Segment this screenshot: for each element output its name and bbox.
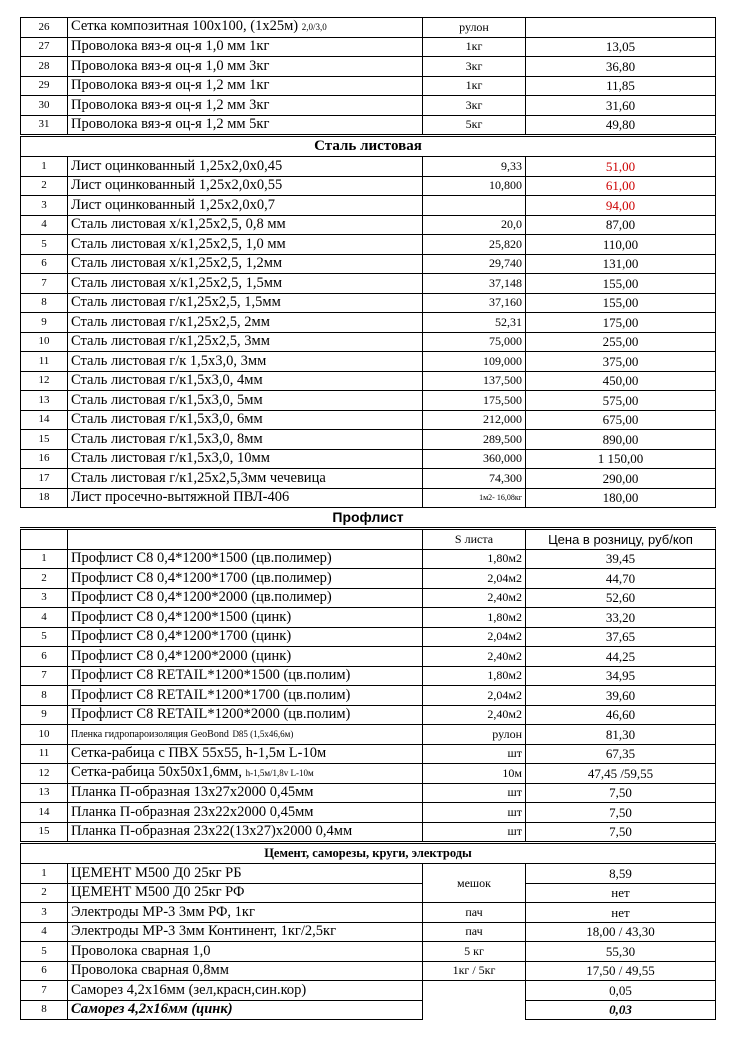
item-price: 87,00	[526, 215, 716, 235]
item-name-text: Сталь листовая г/к1,5х3,0, 4мм	[71, 372, 263, 389]
item-unit: 2,40м2	[423, 705, 526, 725]
table-row	[21, 647, 716, 667]
row-number: 12	[21, 764, 68, 784]
item-name-text: Планка П-образная 23х22х2000 0,45мм	[71, 803, 314, 820]
item-unit: 1,80м2	[423, 666, 526, 686]
item-unit: 137,500	[423, 371, 526, 391]
table-row	[21, 666, 716, 686]
table-row	[21, 215, 716, 235]
item-price: 7,50	[526, 803, 716, 823]
table-row	[21, 864, 716, 884]
item-name-text: Профлист С8 0,4*1200*1500 (цв.полимер)	[71, 550, 332, 567]
item-name-text: Сетка-рабица 50х50х1,6мм,	[71, 764, 242, 781]
table-row	[21, 686, 716, 706]
item-name-text: Профлист С8 0,4*1200*1700 (цинк)	[71, 628, 292, 645]
item-price: 55,30	[526, 942, 716, 962]
table-row	[21, 803, 716, 823]
item-name-text: Профлист С8 0,4*1200*2000 (цв.полимер)	[71, 589, 332, 606]
item-name	[68, 410, 423, 430]
item-unit: 5кг	[423, 115, 526, 136]
item-price: 290,00	[526, 469, 716, 489]
item-name	[68, 942, 423, 962]
item-name	[68, 883, 423, 903]
item-name	[68, 686, 423, 706]
item-name-text: Сталь листовая г/к1,25х2,5, 1,5мм	[71, 294, 281, 311]
item-price: 51,00	[526, 157, 716, 177]
item-price: 81,30	[526, 725, 716, 745]
section-header	[21, 508, 716, 529]
item-name	[68, 235, 423, 255]
row-number: 6	[21, 647, 68, 667]
item-name	[68, 922, 423, 942]
item-name-text: Профлист С8 0,4*1200*1700 (цв.полимер)	[71, 569, 332, 586]
item-name	[68, 352, 423, 372]
item-name-note: 2,0/3,0	[301, 22, 327, 33]
item-unit: 1,80м2	[423, 549, 526, 569]
table-row	[21, 903, 716, 923]
item-unit: 175,500	[423, 391, 526, 411]
item-name	[68, 157, 423, 177]
item-unit: шт	[423, 744, 526, 764]
item-name	[68, 903, 423, 923]
item-name	[68, 549, 423, 569]
item-name-text: Сталь листовая х/к1,25х2,5, 1,0 мм	[71, 235, 286, 252]
item-name	[68, 488, 423, 508]
item-name-text: Проволока сварная 0,8мм	[71, 962, 229, 979]
table-row	[21, 922, 716, 942]
table-row	[21, 115, 716, 136]
section-header	[21, 843, 716, 864]
table-row	[21, 18, 716, 38]
item-name-text: Сталь листовая г/к 1,5х3,0, 3мм	[71, 352, 267, 369]
item-name-text: Сетка-рабица с ПВХ 55х55, h-1,5м L-10м	[71, 745, 327, 762]
item-price: 44,25	[526, 647, 716, 667]
item-unit: 1м2- 16,08кг	[423, 488, 526, 508]
row-number: 17	[21, 469, 68, 489]
row-number: 4	[21, 922, 68, 942]
item-name-text: Сталь листовая г/к1,25х2,5, 3мм	[71, 333, 270, 350]
row-number: 7	[21, 981, 68, 1001]
price-list-sheet	[20, 17, 715, 1020]
item-price: нет	[526, 883, 716, 903]
row-number: 7	[21, 274, 68, 294]
item-price: 39,45	[526, 549, 716, 569]
item-unit: 360,000	[423, 449, 526, 469]
row-number: 5	[21, 942, 68, 962]
row-number: 2	[21, 883, 68, 903]
row-number: 1	[21, 864, 68, 884]
row-number: 6	[21, 961, 68, 981]
item-unit: 2,40м2	[423, 647, 526, 667]
item-name-text: Сталь листовая г/к1,5х3,0, 5мм	[71, 391, 263, 408]
item-price: 13,05	[526, 37, 716, 57]
item-name-text: Лист просечно-вытяжной ПВЛ-406	[71, 489, 290, 506]
item-name	[68, 725, 423, 745]
item-name-text: Саморез 4,2х16мм (зел,красн,син.кор)	[71, 981, 307, 998]
row-number: 16	[21, 449, 68, 469]
item-price: 450,00	[526, 371, 716, 391]
table-row	[21, 942, 716, 962]
table-row	[21, 37, 716, 57]
item-name-text: Сталь листовая х/к1,25х2,5, 1,2мм	[71, 255, 283, 272]
item-unit: 2,04м2	[423, 627, 526, 647]
table-row	[21, 430, 716, 450]
section-title: Цемент, саморезы, круги, электроды	[21, 843, 716, 864]
item-name	[68, 1000, 423, 1020]
table-row	[21, 293, 716, 313]
item-name-text: Проволока вяз-я оц-я 1,2 мм 1кг	[71, 77, 270, 94]
row-number: 26	[21, 18, 68, 38]
table-row	[21, 76, 716, 96]
section-title: Сталь листовая	[21, 136, 716, 157]
item-unit: 1кг	[423, 76, 526, 96]
item-price: 375,00	[526, 352, 716, 372]
item-unit: 212,000	[423, 410, 526, 430]
item-unit: 2,04м2	[423, 569, 526, 589]
item-name	[68, 961, 423, 981]
item-name	[68, 705, 423, 725]
table-row	[21, 449, 716, 469]
col-unit-header: S листа	[423, 529, 526, 550]
item-price: 675,00	[526, 410, 716, 430]
item-name	[68, 313, 423, 333]
table-row	[21, 371, 716, 391]
row-number: 1	[21, 157, 68, 177]
row-number: 10	[21, 725, 68, 745]
item-price: 18,00 / 43,30	[526, 922, 716, 942]
item-price: 31,60	[526, 96, 716, 116]
item-name	[68, 37, 423, 57]
table-row	[21, 176, 716, 196]
item-name-text: Сталь листовая г/к1,5х3,0, 10мм	[71, 450, 270, 467]
item-name	[68, 627, 423, 647]
row-number: 11	[21, 352, 68, 372]
item-name-text: Лист оцинкованный 1,25х2,0х0,55	[71, 177, 283, 194]
table-row	[21, 274, 716, 294]
item-name	[68, 332, 423, 352]
table-row	[21, 488, 716, 508]
item-price: 155,00	[526, 274, 716, 294]
row-number: 14	[21, 803, 68, 823]
row-number: 13	[21, 391, 68, 411]
table-row	[21, 313, 716, 333]
row-number: 9	[21, 313, 68, 333]
item-name-text: Профлист С8 0,4*1200*2000 (цинк)	[71, 647, 292, 664]
item-unit: 9,33	[423, 157, 526, 177]
row-number: 10	[21, 332, 68, 352]
section-header	[21, 136, 716, 157]
item-unit: 1кг / 5кг	[423, 961, 526, 981]
item-name-text: Проволока вяз-я оц-я 1,2 мм 5кг	[71, 116, 270, 133]
item-name	[68, 864, 423, 884]
item-name	[68, 57, 423, 77]
item-name	[68, 449, 423, 469]
row-number: 14	[21, 410, 68, 430]
table-row	[21, 981, 716, 1001]
item-name-text: Пленка гидропароизоляция GeoBond	[71, 729, 229, 741]
table-row	[21, 744, 716, 764]
item-price: 175,00	[526, 313, 716, 333]
row-number: 18	[21, 488, 68, 508]
table-row	[21, 352, 716, 372]
item-price: 47,45 /59,55	[526, 764, 716, 784]
item-name-text: Планка П-образная 23х22(13х27)х2000 0,4мм	[71, 823, 353, 840]
row-number: 15	[21, 430, 68, 450]
item-name-text: Сталь листовая г/к1,25х2,5, 2мм	[71, 313, 270, 330]
item-unit	[423, 981, 526, 1001]
item-name	[68, 371, 423, 391]
item-price: 39,60	[526, 686, 716, 706]
item-name	[68, 176, 423, 196]
row-number: 2	[21, 569, 68, 589]
col-price-header: Цена в розницу, руб/коп	[526, 529, 716, 550]
table-row	[21, 569, 716, 589]
item-name-text: Профлист С8 0,4*1200*1500 (цинк)	[71, 608, 292, 625]
item-unit: 74,300	[423, 469, 526, 489]
table-row	[21, 588, 716, 608]
item-price: 94,00	[526, 196, 716, 216]
item-name-note: D85 (1,5х46,6м)	[232, 729, 294, 740]
table-row	[21, 725, 716, 745]
item-name-text: Лист оцинкованный 1,25х2,0х0,7	[71, 196, 275, 213]
item-name	[68, 76, 423, 96]
item-name-text: Лист оцинкованный 1,25х2,0х0,45	[71, 157, 283, 174]
row-number: 15	[21, 822, 68, 843]
row-number: 7	[21, 666, 68, 686]
item-unit: 10м	[423, 764, 526, 784]
item-unit: 5 кг	[423, 942, 526, 962]
item-name	[68, 588, 423, 608]
item-price: 7,50	[526, 822, 716, 843]
row-number: 12	[21, 371, 68, 391]
item-unit: мешок	[423, 864, 526, 903]
item-name	[68, 569, 423, 589]
row-number: 31	[21, 115, 68, 136]
table-row	[21, 57, 716, 77]
row-number: 13	[21, 783, 68, 803]
table-row	[21, 332, 716, 352]
item-unit: пач	[423, 903, 526, 923]
item-unit: 1,80м2	[423, 608, 526, 628]
item-name-text: Проволока вяз-я оц-я 1,0 мм 3кг	[71, 57, 270, 74]
row-number: 3	[21, 588, 68, 608]
table-row	[21, 157, 716, 177]
row-number: 27	[21, 37, 68, 57]
col-empty-name	[68, 529, 423, 550]
item-name-text: ЦЕМЕНТ М500 Д0 25кг РБ	[71, 864, 242, 881]
item-name	[68, 744, 423, 764]
row-number: 4	[21, 608, 68, 628]
item-name	[68, 215, 423, 235]
item-unit: шт	[423, 783, 526, 803]
table-row	[21, 627, 716, 647]
item-price: 44,70	[526, 569, 716, 589]
item-unit: 289,500	[423, 430, 526, 450]
item-name	[68, 666, 423, 686]
item-name-text: Проволока вяз-я оц-я 1,2 мм 3кг	[71, 96, 270, 113]
item-name	[68, 608, 423, 628]
item-name	[68, 96, 423, 116]
item-name-note: h-1,5м/1,8v L-10м	[245, 768, 314, 779]
table-row	[21, 549, 716, 569]
item-name	[68, 647, 423, 667]
column-header-row	[21, 529, 716, 550]
item-name	[68, 764, 423, 784]
row-number: 4	[21, 215, 68, 235]
item-price: 890,00	[526, 430, 716, 450]
row-number: 5	[21, 235, 68, 255]
row-number: 9	[21, 705, 68, 725]
table-row	[21, 96, 716, 116]
col-empty	[21, 529, 68, 550]
price-table	[20, 17, 716, 1020]
row-number: 11	[21, 744, 68, 764]
item-unit	[423, 196, 526, 216]
item-name-text: Сетка композитная 100х100, (1х25м)	[71, 18, 299, 35]
item-price: 49,80	[526, 115, 716, 136]
item-name-text: Сталь листовая г/к1,5х3,0, 6мм	[71, 411, 263, 428]
item-price: 36,80	[526, 57, 716, 77]
item-price: 37,65	[526, 627, 716, 647]
table-row	[21, 254, 716, 274]
item-unit	[423, 1000, 526, 1020]
row-number: 1	[21, 549, 68, 569]
item-name-text: Сталь листовая х/к1,25х2,5, 0,8 мм	[71, 216, 286, 233]
row-number: 28	[21, 57, 68, 77]
row-number: 8	[21, 293, 68, 313]
row-number: 6	[21, 254, 68, 274]
item-name	[68, 196, 423, 216]
item-unit: 109,000	[423, 352, 526, 372]
item-price: нет	[526, 903, 716, 923]
item-unit: 75,000	[423, 332, 526, 352]
table-row	[21, 235, 716, 255]
item-unit: шт	[423, 803, 526, 823]
item-price: 1 150,00	[526, 449, 716, 469]
item-name	[68, 469, 423, 489]
item-unit: 10,800	[423, 176, 526, 196]
table-row	[21, 391, 716, 411]
item-unit: 3кг	[423, 57, 526, 77]
item-unit: 20,0	[423, 215, 526, 235]
table-row	[21, 469, 716, 489]
item-name	[68, 822, 423, 843]
item-name	[68, 803, 423, 823]
item-unit: 3кг	[423, 96, 526, 116]
item-unit: шт	[423, 822, 526, 843]
item-name-text: Профлист С8 RETAIL*1200*1700 (цв.полим)	[71, 686, 351, 703]
item-unit: 25,820	[423, 235, 526, 255]
table-row	[21, 783, 716, 803]
item-name-text: Профлист С8 RETAIL*1200*2000 (цв.полим)	[71, 706, 351, 723]
item-name-text: Планка П-образная 13х27х2000 0,45мм	[71, 784, 314, 801]
item-name	[68, 293, 423, 313]
row-number: 5	[21, 627, 68, 647]
item-name	[68, 115, 423, 136]
item-price: 7,50	[526, 783, 716, 803]
item-price: 33,20	[526, 608, 716, 628]
table-row	[21, 822, 716, 843]
item-name-text: Саморез 4,2х16мм (цинк)	[71, 1001, 233, 1018]
row-number: 2	[21, 176, 68, 196]
item-name-text: Сталь листовая х/к1,25х2,5, 1,5мм	[71, 274, 283, 291]
item-price: 61,00	[526, 176, 716, 196]
item-name-text: Электроды МР-3 3мм РФ, 1кг	[71, 903, 255, 920]
item-unit: рулон	[423, 18, 526, 38]
table-row	[21, 883, 716, 903]
item-unit: 37,160	[423, 293, 526, 313]
item-name-text: Электроды МР-3 3мм Континент, 1кг/2,5кг	[71, 923, 337, 940]
item-name	[68, 430, 423, 450]
row-number: 8	[21, 686, 68, 706]
item-name	[68, 18, 423, 38]
item-unit: рулон	[423, 725, 526, 745]
section-title: Профлист	[332, 509, 404, 525]
table-row	[21, 705, 716, 725]
row-number: 29	[21, 76, 68, 96]
item-name-text: ЦЕМЕНТ М500 Д0 25кг РФ	[71, 884, 245, 901]
item-price: 46,60	[526, 705, 716, 725]
item-price	[526, 18, 716, 38]
item-price: 0,03	[526, 1000, 716, 1020]
item-price: 67,35	[526, 744, 716, 764]
item-price: 17,50 / 49,55	[526, 961, 716, 981]
table-row	[21, 196, 716, 216]
table-row	[21, 1000, 716, 1020]
item-price: 11,85	[526, 76, 716, 96]
item-name-text: Профлист С8 RETAIL*1200*1500 (цв.полим)	[71, 667, 351, 684]
item-unit: 37,148	[423, 274, 526, 294]
item-name-text: Сталь листовая г/к1,25х2,5,3мм чечевица	[71, 469, 326, 486]
item-name-text: Сталь листовая г/к1,5х3,0, 8мм	[71, 430, 263, 447]
item-name-text: Проволока сварная 1,0	[71, 942, 211, 959]
item-name	[68, 981, 423, 1001]
item-name	[68, 274, 423, 294]
item-price: 0,05	[526, 981, 716, 1001]
item-unit: 2,04м2	[423, 686, 526, 706]
item-unit: 2,40м2	[423, 588, 526, 608]
item-price: 110,00	[526, 235, 716, 255]
row-number: 30	[21, 96, 68, 116]
item-price: 131,00	[526, 254, 716, 274]
item-unit: 1кг	[423, 37, 526, 57]
item-price: 575,00	[526, 391, 716, 411]
item-price: 180,00	[526, 488, 716, 508]
item-unit: 52,31	[423, 313, 526, 333]
item-name	[68, 783, 423, 803]
item-price: 34,95	[526, 666, 716, 686]
table-row	[21, 764, 716, 784]
item-unit: 29,740	[423, 254, 526, 274]
item-price: 8,59	[526, 864, 716, 884]
price-table-body	[21, 18, 716, 1020]
table-row	[21, 410, 716, 430]
row-number: 3	[21, 903, 68, 923]
item-name	[68, 391, 423, 411]
item-price: 255,00	[526, 332, 716, 352]
row-number: 3	[21, 196, 68, 216]
table-row	[21, 608, 716, 628]
item-name-text: Проволока вяз-я оц-я 1,0 мм 1кг	[71, 38, 270, 55]
item-price: 155,00	[526, 293, 716, 313]
item-name	[68, 254, 423, 274]
row-number: 8	[21, 1000, 68, 1020]
item-unit: пач	[423, 922, 526, 942]
item-price: 52,60	[526, 588, 716, 608]
table-row	[21, 961, 716, 981]
